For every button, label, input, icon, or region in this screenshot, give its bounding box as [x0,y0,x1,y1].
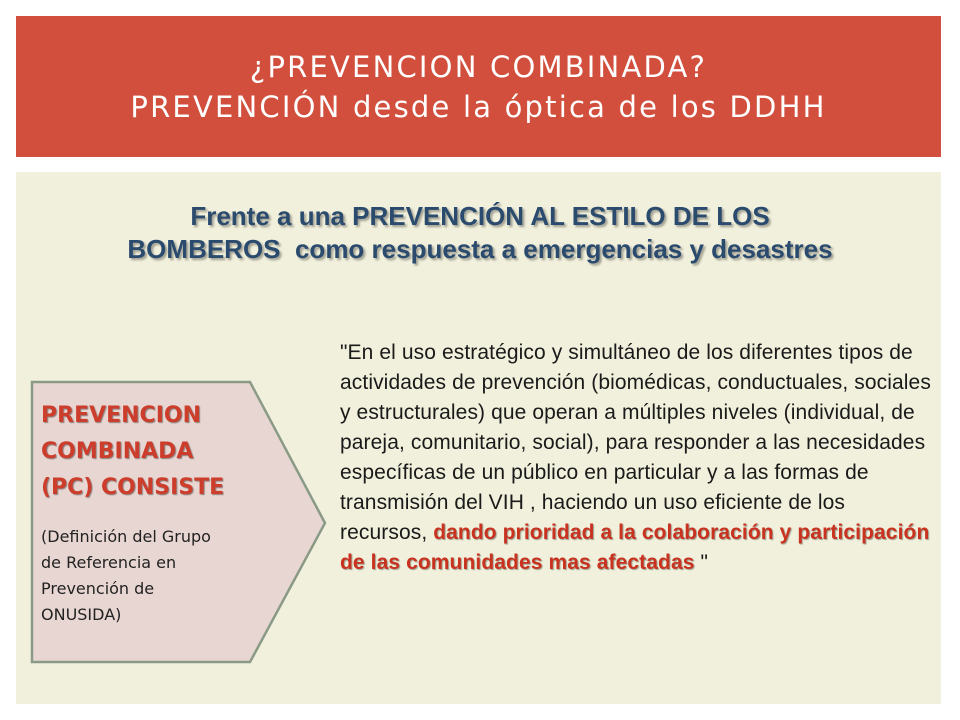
pc-note-line-4: ONUSIDA) [41,605,122,624]
pc-note-line-3: Prevención de [41,579,155,598]
pc-heading-line-1: PREVENCION [41,403,202,428]
subtitle-line-1: Frente a una PREVENCIÓN AL ESTILO DE LOS [190,201,770,231]
title-line-2: PREVENCIÓN desde la óptica de los DDHH [130,89,827,124]
pc-note [41,524,271,628]
title-bar [16,16,941,157]
definition-quote [340,338,932,578]
pc-heading [41,398,271,506]
subtitle [0,200,960,266]
quote-highlight: dando prioridad a la colaboración y participación de las comunidades mas afectadas [340,521,930,574]
pc-heading-line-2: COMBINADA [41,439,194,464]
pc-note-line-2: de Referencia en [41,553,177,572]
title-line-1: ¿PREVENCION COMBINADA? [249,49,708,84]
pc-note-line-1: (Definición del Grupo [41,527,211,546]
chevron-text [41,398,271,628]
subtitle-line-2: BOMBEROS como respuesta a emergencias y desastres [127,234,833,264]
quote-text: "En el uso estratégico y simultáneo de los diferentes tipos de actividades de prevención (biomédicas, conductuales, sociales y estructurales) que operan a múltiples niveles (individual, de pareja, comunitario, social), para responder a las necesidades específicas de un público en particular y a las formas de transmisión del VIH , haciendo un uso eficiente de los recursos, [340,341,931,544]
quote-closing: " [694,551,709,574]
pc-heading-line-3: (PC) CONSISTE [41,475,225,500]
